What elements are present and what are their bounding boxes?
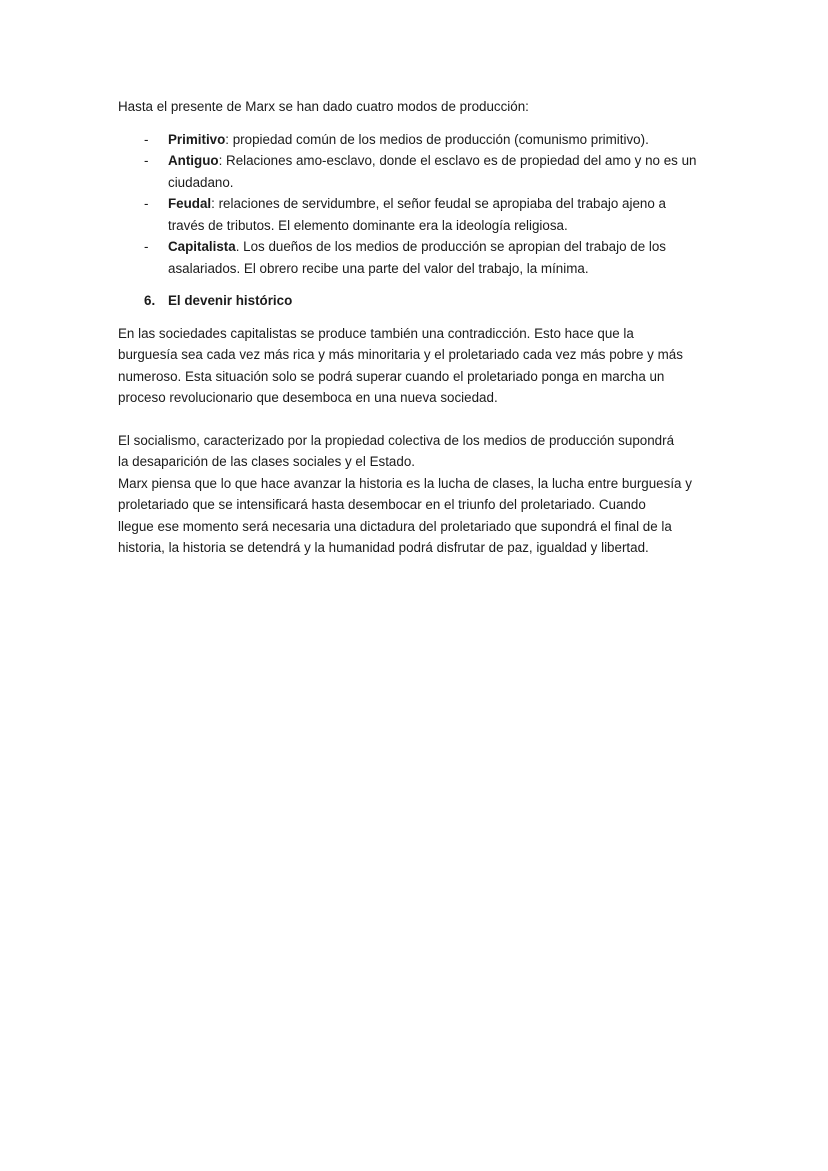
list-item-line: [168, 150, 718, 172]
paragraph-line: numeroso. Esta situación solo se podrá superar cuando el proletariado ponga en marcha un: [118, 368, 665, 384]
list-marker: -: [144, 196, 149, 211]
list-item-text: : propiedad común de los medios de producción (comunismo primitivo).: [225, 131, 649, 147]
section-heading: [118, 290, 718, 312]
list-marker: -: [144, 131, 149, 147]
list-item-line: [168, 236, 718, 258]
production-modes-list: [118, 129, 718, 280]
list-marker: -: [144, 153, 149, 168]
list-marker: -: [144, 239, 149, 254]
section-number: 6.: [144, 293, 156, 308]
intro-text: Hasta el presente de Marx se han dado cuatro modos de producción:: [118, 99, 529, 114]
paragraph-line: la desaparición de las clases sociales y el Estado.: [118, 454, 415, 469]
paragraph-line: llegue ese momento será necesaria una dictadura del proletariado que supondrá el final de la: [118, 518, 672, 534]
paragraph-line: El socialismo, caracterizado por la propiedad colectiva de los medios de producción supondrá: [118, 432, 675, 448]
list-item: [118, 150, 718, 193]
list-item-term: Feudal: [168, 196, 212, 211]
list-item-text: . Los dueños de los medios de producción se apropian del trabajo de los: [235, 239, 666, 254]
paragraph-line: burguesía sea cada vez más rica y más minoritaria y el proletariado cada vez más pobre y más: [118, 347, 683, 362]
list-item-line: asalariados. El obrero recibe una parte del valor del trabajo, la mínima.: [168, 260, 589, 276]
list-item-line: través de tributos. El elemento dominante era la ideología religiosa.: [168, 217, 568, 233]
list-item: [118, 193, 718, 236]
list-item: [118, 236, 718, 279]
paragraph-line: historia, la historia se detendrá y la humanidad podrá disfrutar de paz, igualdad y libertad.: [118, 540, 649, 555]
paragraph-line: proletariado que se intensificará hasta desembocar en el triunfo del proletariado. Cuando: [118, 497, 646, 512]
list-item-text: : relaciones de servidumbre, el señor feudal se apropiaba del trabajo ajeno a: [211, 196, 666, 211]
list-item-term: Primitivo: [168, 131, 226, 147]
paragraph-capitalism: [118, 323, 718, 409]
list-item-line: [168, 129, 718, 151]
list-item-line: ciudadano.: [168, 174, 234, 190]
document-page: [118, 96, 718, 559]
list-item-term: Antiguo: [168, 153, 219, 168]
paragraph-line: En las sociedades capitalistas se produce también una contradicción. Esto hace que la: [118, 325, 634, 341]
section-title: El devenir histórico: [168, 293, 293, 308]
list-item-line: [168, 193, 718, 215]
paragraph-line: Marx piensa que lo que hace avanzar la historia es la lucha de clases, la lucha entre burguesía y: [118, 475, 692, 491]
paragraph-line: proceso revolucionario que desemboca en una nueva sociedad.: [118, 390, 498, 405]
list-item: [118, 129, 718, 151]
paragraph-socialism: [118, 430, 718, 559]
list-item-term: Capitalista: [168, 239, 236, 254]
list-item-text: : Relaciones amo-esclavo, donde el esclavo es de propiedad del amo y no es un: [218, 153, 697, 168]
